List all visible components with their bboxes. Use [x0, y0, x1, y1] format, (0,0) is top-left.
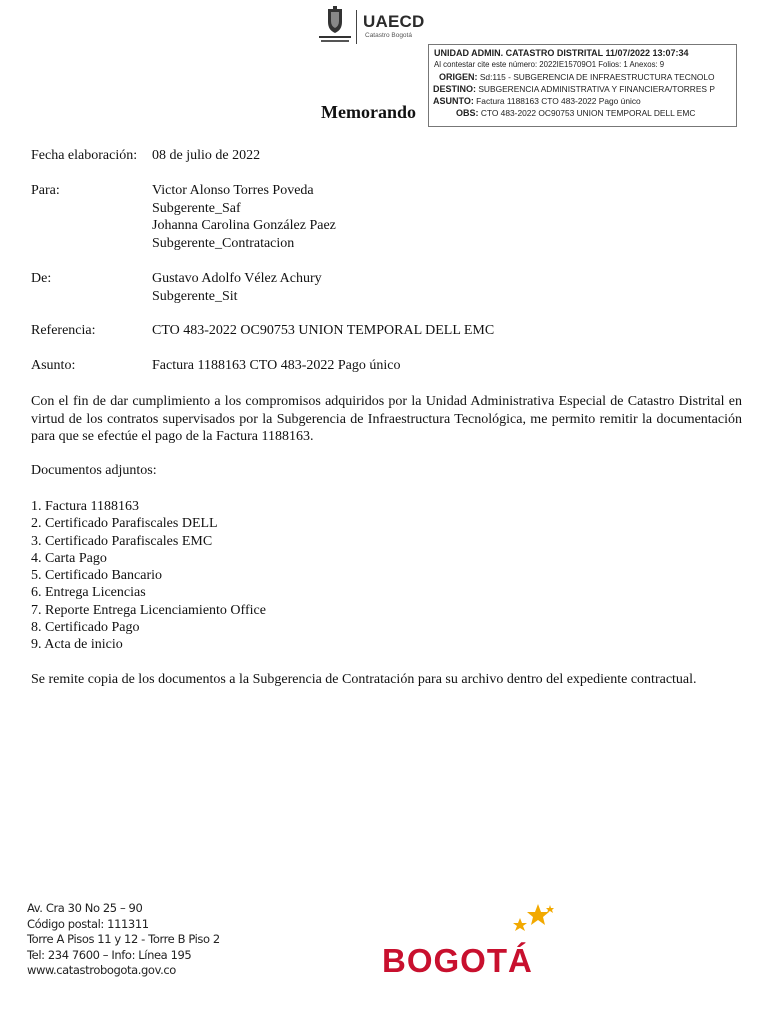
address-line: Torre A Pisos 11 y 12 - Torre B Piso 2	[27, 932, 220, 946]
uaecd-wordmark: UAECD	[363, 12, 425, 31]
star-icon	[546, 905, 554, 913]
footer-address	[27, 901, 220, 979]
radicado-title: UNIDAD ADMIN. CATASTRO DISTRITAL 11/07/2022 13:07:34	[434, 48, 689, 58]
memo-title: Memorando	[321, 102, 416, 122]
docs-list	[31, 498, 266, 654]
uaecd-subtitle: Catastro Bogotá	[365, 32, 412, 39]
docs-heading: Documentos adjuntos:	[31, 463, 157, 478]
uaecd-logo	[318, 6, 425, 46]
para-recipients	[152, 182, 336, 252]
bogota-wordmark: BOGOTÁ	[382, 942, 533, 979]
asunto-label: Asunto:	[31, 358, 76, 373]
fecha-value: 08 de julio de 2022	[152, 148, 261, 163]
asunto-value: Factura 1188163 CTO 483-2022 Pago único	[152, 358, 401, 373]
list-item: 3. Certificado Parafiscales EMC	[31, 533, 213, 549]
star-icon	[527, 904, 549, 925]
address-line: Código postal: 111311	[27, 916, 149, 931]
closing-paragraph: Se remite copia de los documentos a la Subgerencia de Contratación para su archivo dentro del expediente contractual.	[31, 672, 697, 687]
referencia-value: CTO 483-2022 OC90753 UNION TEMPORAL DELL EMC	[152, 323, 495, 338]
list-item: 8. Certificado Pago	[31, 620, 140, 636]
list-item: 9. Acta de inicio	[31, 637, 123, 653]
radicado-cite: Al contestar cite este número: 2022IE15709O1 Folios: 1 Anexos: 9	[434, 60, 665, 69]
de-label: De:	[31, 271, 52, 286]
de-line: Subgerente_Sit	[152, 288, 238, 304]
star-icon	[513, 918, 527, 931]
de-line: Gustavo Adolfo Vélez Achury	[152, 271, 322, 286]
radicado-origen: ORIGEN: Sd:115 - SUBGERENCIA DE INFRAESTRUCTURA TECNOLO	[439, 72, 715, 82]
escudo-bogota-icon	[318, 6, 352, 46]
logo-divider	[356, 10, 357, 44]
address-line: Tel: 234 7600 – Info: Línea 195	[27, 947, 192, 962]
body-paragraph: Con el fin de dar cumplimiento a los compromisos adquiridos por la Unidad Administrativa Especial de Catastro Distrital en virtud de los contratos supervisados por la Subgerencia de Infraestructura Tecnológica, me permito remitir la documentación para que se efectúe el pago de la Factura 1188163.	[31, 394, 742, 444]
list-item: 4. Carta Pago	[31, 550, 107, 566]
para-line: Victor Alonso Torres Poveda	[152, 183, 314, 198]
list-item: 7. Reporte Entrega Licenciamiento Office	[31, 602, 266, 618]
para-line: Johanna Carolina González Paez	[152, 218, 336, 233]
radicado-obs: OBS: CTO 483-2022 OC90753 UNION TEMPORAL DELL EMC	[456, 108, 696, 118]
para-line: Subgerente_Saf	[152, 200, 241, 216]
website-link[interactable]: www.catastrobogota.gov.co	[27, 963, 176, 977]
para-line: Subgerente_Contratacion	[152, 235, 295, 251]
fecha-label: Fecha elaboración:	[31, 148, 138, 163]
para-label: Para:	[31, 183, 60, 198]
referencia-label: Referencia:	[31, 323, 96, 338]
address-line: Av. Cra 30 No 25 – 90	[27, 901, 143, 915]
de-sender	[152, 270, 322, 305]
radicado-stamp	[428, 44, 737, 127]
radicado-destino: DESTINO: SUBGERENCIA ADMINISTRATIVA Y FINANCIERA/TORRES P	[433, 84, 715, 94]
list-item: 5. Certificado Bancario	[31, 568, 163, 584]
list-item: 1. Factura 1188163	[31, 499, 139, 514]
bogota-logo	[380, 900, 570, 990]
radicado-asunto: ASUNTO: Factura 1188163 CTO 483-2022 Pago único	[433, 96, 641, 106]
list-item: 6. Entrega Licencias	[31, 585, 146, 601]
list-item: 2. Certificado Parafiscales DELL	[31, 516, 218, 532]
